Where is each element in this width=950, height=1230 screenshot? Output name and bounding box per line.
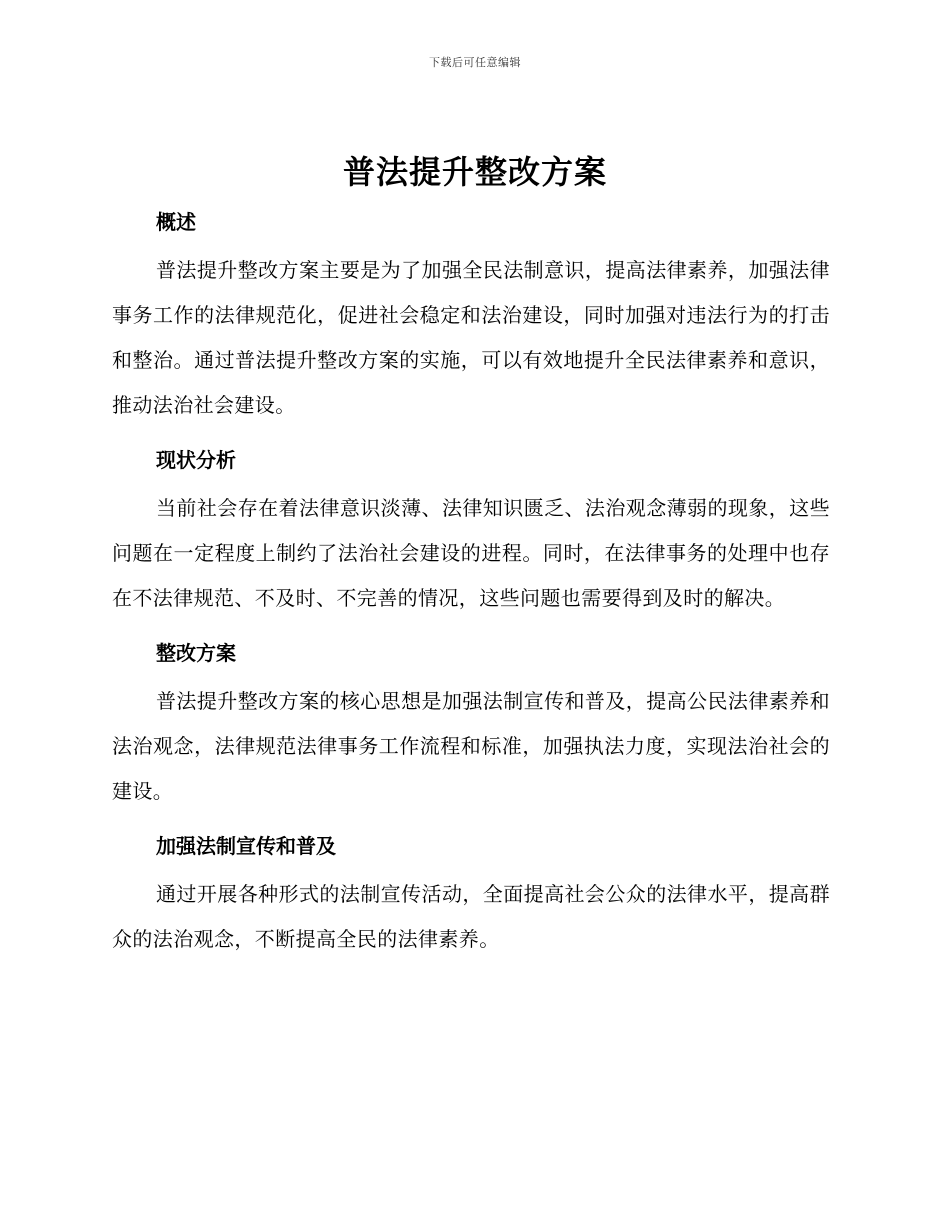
section-overview	[112, 200, 830, 428]
section-heading: 概述	[156, 210, 196, 234]
section-paragraph: 普法提升整改方案的核心思想是加强法制宣传和普及，提高公民法律素养和法治观念，法律规范法律事务工作流程和标准，加强执法力度，实现法治社会的建设。	[112, 689, 830, 803]
section-status-analysis	[112, 438, 830, 621]
section-heading: 整改方案	[156, 641, 236, 665]
section-rectification-plan	[112, 631, 830, 814]
section-paragraph: 当前社会存在着法律意识淡薄、法律知识匮乏、法治观念薄弱的现象，这些问题在一定程度上制约了法治社会建设的进程。同时，在法律事务的处理中也存在不法律规范、不及时、不完善的情况，这些问题也需要得到及时的解决。	[112, 496, 830, 610]
section-paragraph: 通过开展各种形式的法制宣传活动，全面提高社会公众的法律水平，提高群众的法治观念，不断提高全民的法律素养。	[112, 882, 830, 951]
document-title: 普法提升整改方案	[342, 153, 607, 191]
section-paragraph: 普法提升整改方案主要是为了加强全民法制意识，提高法律素养，加强法律事务工作的法律规范化，促进社会稳定和法治建设，同时加强对违法行为的打击和整治。通过普法提升整改方案的实施，可以有效地提升全民法律素养和意识，推动法治社会建设。	[112, 258, 830, 417]
section-legal-publicity	[112, 824, 830, 962]
section-heading: 现状分析	[156, 448, 236, 472]
section-heading: 加强法制宣传和普及	[156, 834, 336, 858]
document-body	[112, 200, 830, 972]
header-note: 下载后可任意编辑	[429, 56, 521, 69]
